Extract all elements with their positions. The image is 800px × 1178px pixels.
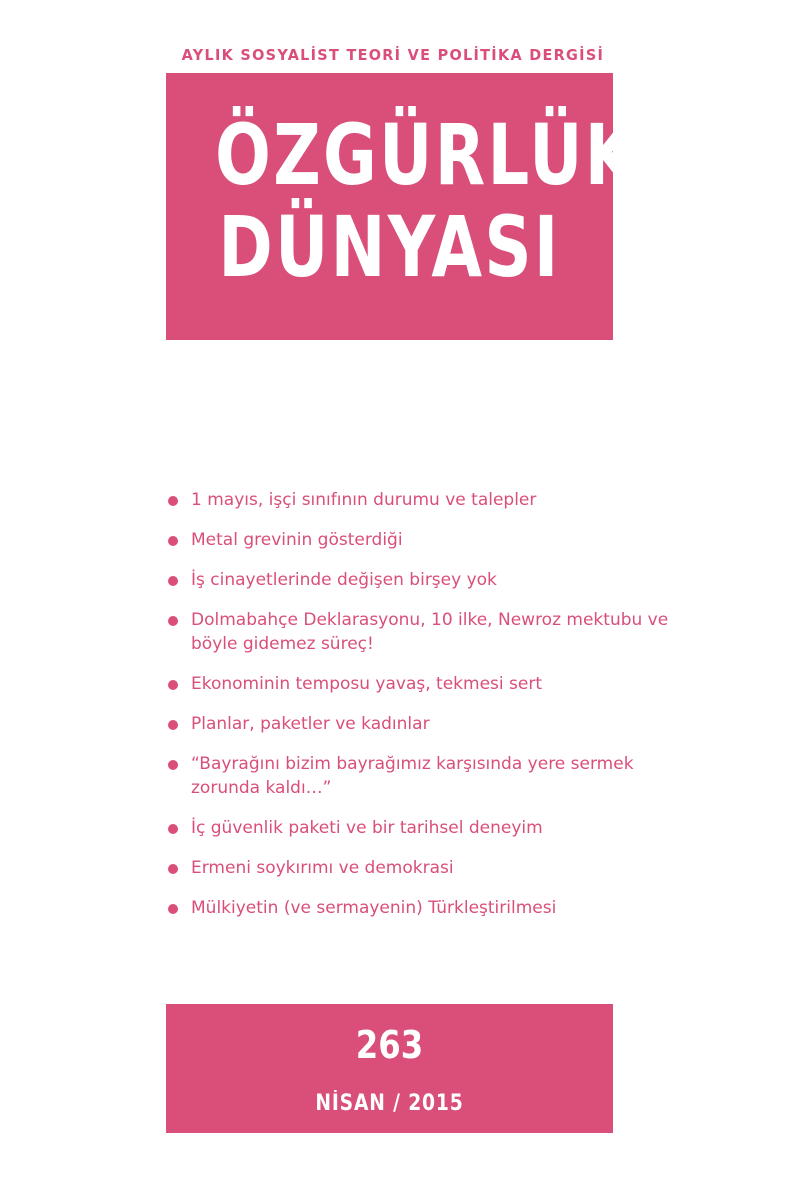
list-item-text: İş cinayetlerinde değişen birşey yok — [191, 570, 497, 590]
list-item — [168, 672, 688, 696]
list-item-text: İç güvenlik paketi ve bir tarihsel deneyim — [191, 818, 543, 838]
bullet-icon — [168, 760, 178, 770]
list-item — [168, 712, 688, 736]
bullet-icon — [168, 680, 178, 690]
list-item-text: “Bayrağını bizim bayrağımız karşısında yere sermek zorunda kaldı…” — [191, 754, 634, 798]
list-item — [168, 608, 688, 656]
list-item-text: Ermeni soykırımı ve demokrasi — [191, 858, 454, 878]
list-item-text: Metal grevinin gösterdiği — [191, 530, 403, 550]
list-item — [168, 528, 688, 552]
bullet-icon — [168, 616, 178, 626]
bullet-icon — [168, 720, 178, 730]
bullet-icon — [168, 536, 178, 546]
list-item-text: 1 mayıs, işçi sınıfının durumu ve talepler — [191, 490, 537, 510]
list-item — [168, 568, 688, 592]
issue-block — [166, 1004, 613, 1133]
title-line-1: ÖZGÜRLÜK — [215, 106, 638, 204]
bullet-icon — [168, 864, 178, 874]
list-item — [168, 816, 688, 840]
issue-number: 263 — [355, 1023, 424, 1067]
bullet-icon — [168, 496, 178, 506]
list-item — [168, 752, 688, 800]
title-line-2: DÜNYASI — [218, 198, 561, 296]
list-item-text: Dolmabahçe Deklarasyonu, 10 ilke, Newroz mektubu ve böyle gidemez süreç! — [191, 610, 669, 654]
bullet-icon — [168, 904, 178, 914]
cover-subtitle: AYLIK SOSYALİST TEORİ VE POLİTİKA DERGİSİ — [181, 46, 605, 64]
issue-date: NİSAN / 2015 — [315, 1091, 464, 1116]
list-item — [168, 488, 688, 512]
title-block — [166, 73, 638, 340]
list-item-text: Ekonominin temposu yavaş, tekmesi sert — [191, 674, 542, 694]
list-item — [168, 896, 688, 920]
table-of-contents — [168, 488, 688, 936]
list-item-text: Planlar, paketler ve kadınlar — [191, 714, 430, 734]
list-item-text: Mülkiyetin (ve sermayenin) Türkleştirilmesi — [191, 898, 557, 918]
bullet-icon — [168, 576, 178, 586]
bullet-icon — [168, 824, 178, 834]
list-item — [168, 856, 688, 880]
